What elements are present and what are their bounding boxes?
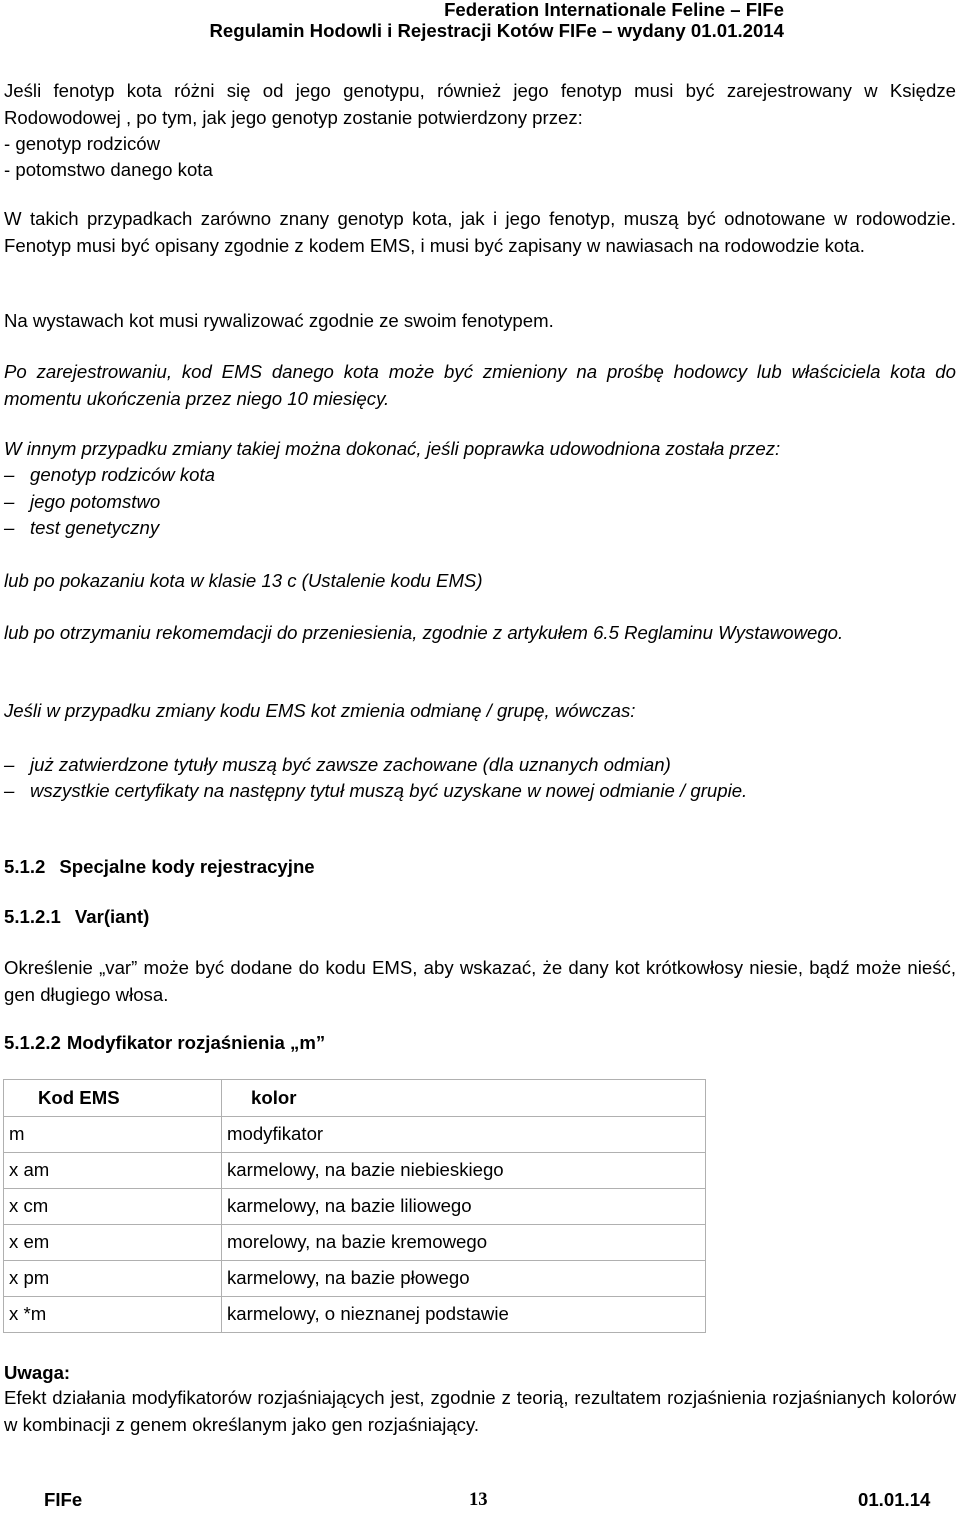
table-cell-color: modyfikator xyxy=(222,1117,706,1153)
table-cell-color: karmelowy, na bazie płowego xyxy=(222,1261,706,1297)
paragraph-other-case: W innym przypadku zmiany takiej można dokonać, jeśli poprawka udowodniona została przez: xyxy=(4,438,781,459)
table-header-cell: kolor xyxy=(222,1080,706,1117)
list-item xyxy=(4,489,160,516)
paragraph-genotype-phenotype: W takich przypadkach zarówno znany genotyp kota, jak i jego fenotyp, muszą być odnotowane w rodowodzie. Fenotyp musi być opisany zgodnie z kodem EMS, i musi być zapisany w nawiasach na rodowodzie kota. xyxy=(4,208,956,256)
table-header-cell: Kod EMS xyxy=(4,1080,222,1117)
table-header-row xyxy=(4,1080,706,1117)
paragraph-var-definition: Określenie „var” może być dodane do kodu EMS, aby wskazać, że dany kot krótkowłosy niesie, bądź może nieść, gen długiego włosa. xyxy=(4,957,956,1005)
list-item-text: - potomstwo danego kota xyxy=(4,159,213,180)
page-number: 13 xyxy=(469,1489,488,1510)
list-item xyxy=(4,515,159,542)
list-item xyxy=(4,778,747,805)
section-heading-5-1-2 xyxy=(4,854,315,881)
paragraph-phenotype-registration: Jeśli fenotyp kota różni się od jego genotypu, również jego fenotyp musi być zarejestrowany w Księdze Rodowodowej , po tym, jak jego genotyp zostanie potwierdzony przez: xyxy=(4,80,956,128)
header-title-line1: Federation Internationale Feline – FIFe xyxy=(444,0,784,20)
dash-glyph: – xyxy=(4,780,15,801)
section-title: Var(iant) xyxy=(74,906,150,927)
list-item-text: już zatwierdzone tytuły muszą być zawsze zachowane (dla uznanych odmian) xyxy=(30,754,671,775)
table-cell-code: x *m xyxy=(4,1297,222,1333)
table-cell-color: karmelowy, o nieznanej podstawie xyxy=(222,1297,706,1333)
section-heading-5-1-2-1 xyxy=(4,904,149,931)
paragraph-show-phenotype: Na wystawach kot musi rywalizować zgodnie ze swoim fenotypem. xyxy=(4,310,554,331)
table-row xyxy=(4,1261,706,1297)
header-title-line2: Regulamin Hodowli i Rejestracji Kotów FIFe – wydany 01.01.2014 xyxy=(209,20,784,41)
paragraph-class-13c: lub po pokazaniu kota w klasie 13 c (Ustalenie kodu EMS) xyxy=(4,570,483,591)
table-cell-code: x pm xyxy=(4,1261,222,1297)
list-item xyxy=(4,462,215,489)
section-number: 5.1.2 xyxy=(4,856,46,877)
section-number: 5.1.2.2 xyxy=(4,1032,61,1053)
footer-org: FIFe xyxy=(44,1489,83,1510)
footer-date: 01.01.14 xyxy=(858,1489,931,1510)
table-row xyxy=(4,1153,706,1189)
table-row xyxy=(4,1297,706,1333)
dash-glyph: – xyxy=(4,517,15,538)
table-cell-code: m xyxy=(4,1117,222,1153)
table-cell-code: x cm xyxy=(4,1189,222,1225)
dash-glyph: – xyxy=(4,754,15,775)
list-item xyxy=(4,157,213,184)
paragraph-recommendation: lub po otrzymaniu rekomemdacji do przeniesienia, zgodnie z artykułem 6.5 Reglaminu Wystawowego. xyxy=(4,622,844,643)
list-item xyxy=(4,131,160,158)
note-text: Efekt działania modyfikatorów rozjaśniających jest, zgodnie z teorią, rezultatem rozjaśnienia rozjaśnianych kolorów w kombinacji z genem określanym jako gen rozjaśniający. xyxy=(4,1387,956,1435)
section-title: Specjalne kody rejestracyjne xyxy=(59,856,315,877)
section-heading-5-1-2-2 xyxy=(4,1030,325,1057)
table-cell-code: x em xyxy=(4,1225,222,1261)
list-item-text: jego potomstwo xyxy=(30,491,161,512)
table-cell-color: karmelowy, na bazie niebieskiego xyxy=(222,1153,706,1189)
table-cell-color: karmelowy, na bazie liliowego xyxy=(222,1189,706,1225)
table-row xyxy=(4,1117,706,1153)
list-item-text: wszystkie certyfikaty na następny tytuł muszą być uzyskane w nowej odmianie / grupie. xyxy=(30,780,748,801)
list-item-text: - genotyp rodziców xyxy=(4,133,161,154)
paragraph-ems-change: Po zarejestrowaniu, kod EMS danego kota może być zmieniony na prośbę hodowcy lub właściciela kota do momentu ukończenia przez niego 10 miesięcy. xyxy=(4,361,956,409)
table-cell-color: morelowy, na bazie kremowego xyxy=(222,1225,706,1261)
table-row xyxy=(4,1225,706,1261)
list-item-text: test genetyczny xyxy=(30,517,160,538)
section-number: 5.1.2.1 xyxy=(4,906,61,927)
paragraph-variety-change: Jeśli w przypadku zmiany kodu EMS kot zmienia odmianę / grupę, wówczas: xyxy=(4,700,636,721)
note-label: Uwaga: xyxy=(4,1362,71,1383)
dash-glyph: – xyxy=(4,464,15,485)
table-row xyxy=(4,1189,706,1225)
table-cell-code: x am xyxy=(4,1153,222,1189)
list-item-text: genotyp rodziców kota xyxy=(30,464,216,485)
dash-glyph: – xyxy=(4,491,15,512)
ems-modifier-table xyxy=(3,1079,706,1333)
section-title: Modyfikator rozjaśnienia „m” xyxy=(66,1032,326,1053)
list-item xyxy=(4,752,671,779)
